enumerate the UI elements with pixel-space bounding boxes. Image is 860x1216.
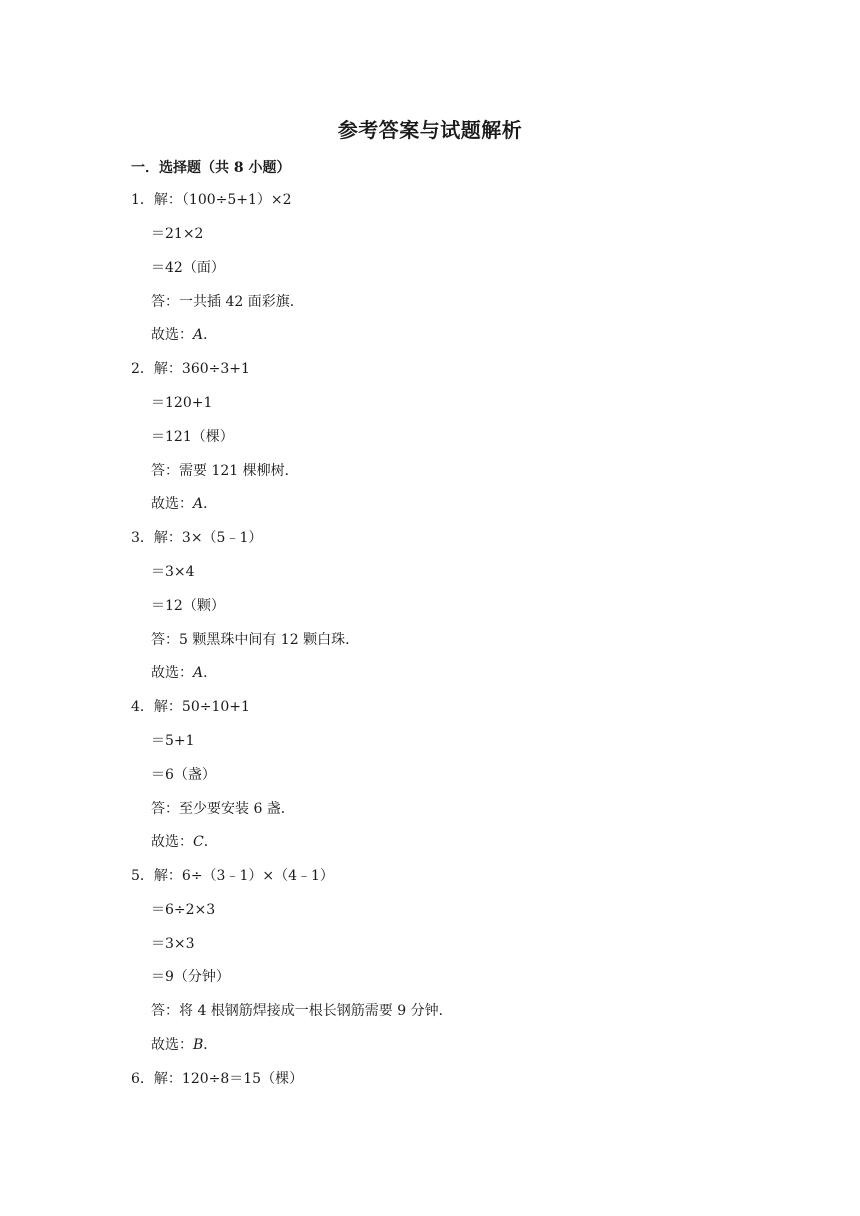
problem-3-step-1: ＝3×4 [151,564,195,580]
problem-1-step-1: ＝21×2 [151,226,204,242]
problem-4-step-1: ＝5+1 [151,733,195,749]
problem-1-head: 1．解：（100÷5+1）×2 [131,192,292,208]
choice-suffix: ． [203,834,218,850]
choice-suffix: ． [203,496,218,512]
problem-5-head: 5．解：6÷（3﹣1）×（4﹣1） [131,868,334,884]
problem-2-step-1: ＝120+1 [151,395,213,411]
problem-4-choice-line [151,832,218,852]
problem-1-step-2: ＝42（面） [151,260,225,276]
problem-4-head: 4．解：50÷10+1 [131,699,250,715]
page-title: 参考答案与试题解析 [337,118,523,142]
section-heading: 一．选择题（共 8 小题） [131,160,291,176]
problem-3-choice-line [151,663,217,683]
choice-letter: A [193,327,204,343]
problem-2-head: 2．解：360÷3+1 [131,361,250,377]
problem-1-choice-line [151,325,217,345]
problem-6-head: 6．解：120÷8＝15（棵） [131,1071,304,1087]
problem-2-choice-line [151,494,217,514]
problem-5-answer: 答：将 4 根钢筋焊接成一根长钢筋需要 9 分钟． [151,1003,453,1019]
choice-prefix: 故选： [151,327,193,343]
problem-5-choice-line [151,1035,217,1055]
problem-3-step-2: ＝12（颗） [151,598,225,614]
choice-suffix: ． [203,665,218,681]
problem-4-answer: 答：至少要安装 6 盏． [151,801,295,817]
choice-prefix: 故选： [151,496,193,512]
problem-3-answer: 答：5 颗黑珠中间有 12 颗白珠． [151,632,360,648]
problem-2-step-2: ＝121（棵） [151,429,234,445]
problem-4-step-2: ＝6（盏） [151,767,216,783]
choice-letter: A [193,665,204,681]
choice-suffix: ． [203,327,218,343]
choice-suffix: ． [203,1037,218,1053]
problem-5-step-1: ＝6÷2×3 [151,902,216,918]
problem-5-step-2: ＝3×3 [151,936,195,952]
problem-2-answer: 答：需要 121 棵柳树． [151,463,299,479]
problem-5-step-3: ＝9（分钟） [151,969,230,985]
choice-letter: A [193,496,204,512]
choice-prefix: 故选： [151,665,193,681]
choice-prefix: 故选： [151,1037,193,1053]
problem-3-head: 3．解：3×（5﹣1） [131,530,263,546]
choice-letter: C [193,834,204,850]
choice-prefix: 故选： [151,834,193,850]
problem-1-answer: 答：一共插 42 面彩旗． [151,294,304,310]
choice-letter: B [193,1037,204,1053]
